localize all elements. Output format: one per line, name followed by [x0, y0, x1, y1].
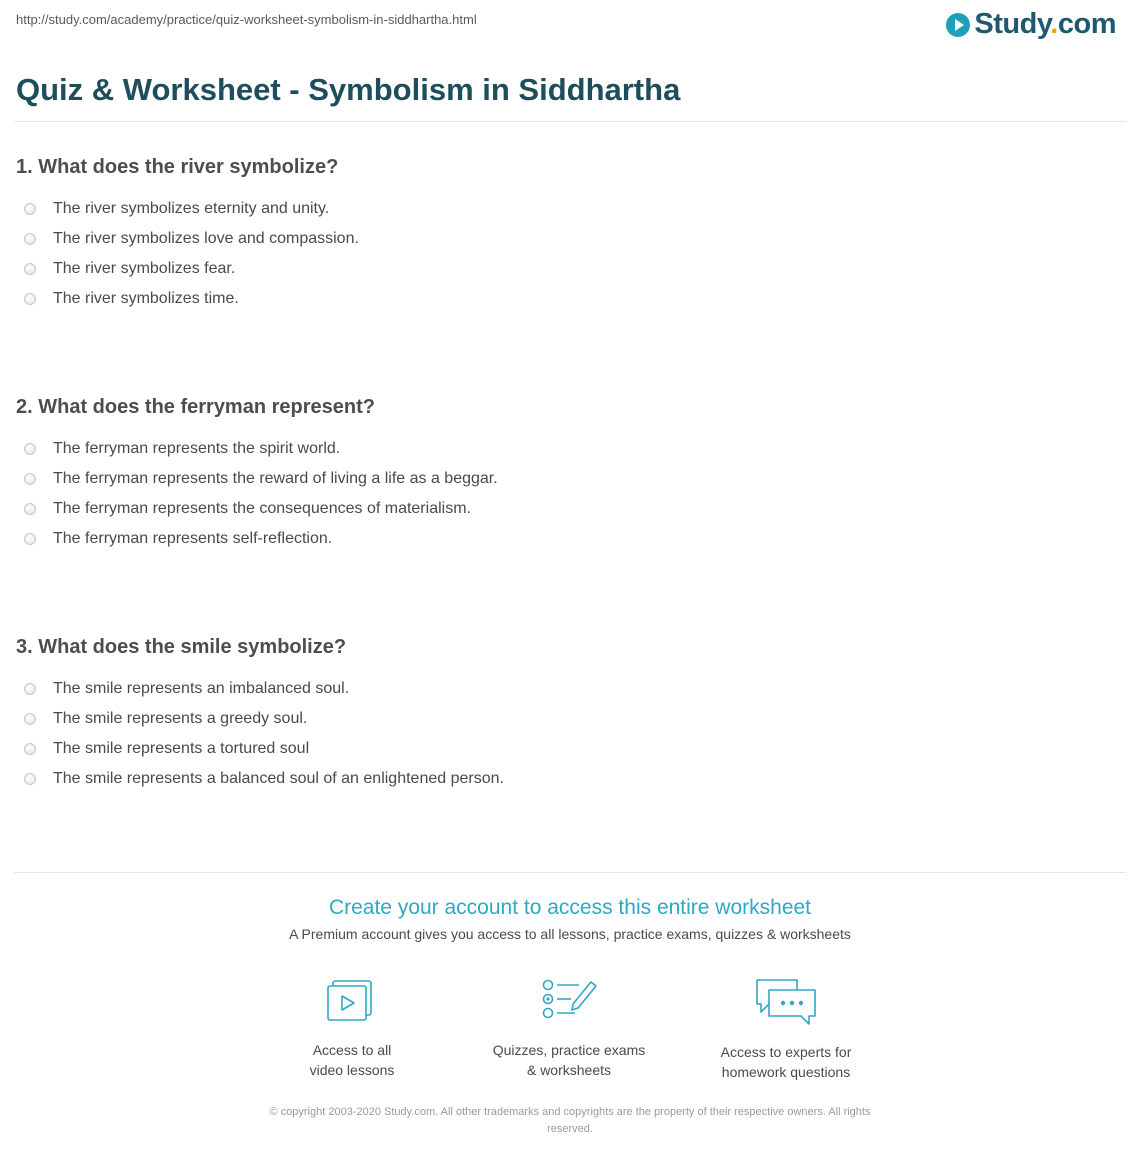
copyright-footer: © copyright 2003-2020 Study.com. All other trademarks and copyrights are the property of their respective owners. All rights reserved. [269, 1106, 871, 1135]
feature-text: Quizzes, practice exams & worksheets [492, 1042, 646, 1078]
answer-text: The ferryman represents the reward of living a life as a beggar. [53, 470, 498, 487]
feature-text: Access to experts for homework questions [720, 1044, 852, 1080]
title-divider [14, 121, 1126, 122]
top-bar [16, 8, 1116, 40]
video-lessons-icon [324, 976, 380, 1028]
answer-option[interactable] [16, 277, 1124, 321]
answer-option[interactable] [16, 517, 1124, 561]
feature-text: Access to all video lessons [309, 1042, 395, 1078]
answer-text: The river symbolizes fear. [53, 260, 236, 277]
answer-text: The river symbolizes love and compassion. [53, 230, 359, 247]
feature-experts [686, 976, 886, 1082]
answer-text: The river symbolizes eternity and unity. [53, 200, 330, 217]
cta-link[interactable]: Create your account to access this entire worksheet [328, 896, 812, 919]
question-2 [16, 396, 1124, 561]
answer-text: The smile represents a greedy soul. [53, 710, 308, 727]
answer-text: The river symbolizes time. [53, 290, 239, 307]
question-3 [16, 636, 1124, 801]
answer-text: The smile represents a tortured soul [53, 740, 310, 757]
feature-video-lessons [252, 976, 452, 1080]
question-title: 2. What does the ferryman represent? [16, 396, 375, 418]
quiz-checklist-icon [539, 976, 599, 1028]
question-title: 3. What does the smile symbolize? [16, 636, 347, 658]
radio-button[interactable] [24, 473, 36, 485]
question-1 [16, 156, 1124, 321]
radio-button[interactable] [24, 773, 36, 785]
answer-text: The ferryman represents the consequences of materialism. [53, 500, 471, 517]
logo-text: Study.com [974, 8, 1116, 40]
radio-button[interactable] [24, 743, 36, 755]
answer-text: The smile represents an imbalanced soul. [53, 680, 350, 697]
feature-quizzes [469, 976, 669, 1080]
cta-divider [14, 872, 1126, 873]
radio-button[interactable] [24, 263, 36, 275]
cta-subtitle: A Premium account gives you access to all lessons, practice exams, quizzes & worksheets [289, 926, 851, 942]
radio-button[interactable] [24, 293, 36, 305]
radio-button[interactable] [24, 713, 36, 725]
question-title: 1. What does the river symbolize? [16, 156, 339, 178]
chat-bubbles-icon [753, 976, 819, 1030]
radio-button[interactable] [24, 233, 36, 245]
radio-button[interactable] [24, 503, 36, 515]
page-title: Quiz & Worksheet - Symbolism in Siddhartha [16, 72, 681, 107]
study-logo[interactable] [946, 8, 1116, 41]
answer-text: The ferryman represents self-reflection. [53, 530, 333, 547]
radio-button[interactable] [24, 443, 36, 455]
answer-option[interactable] [16, 757, 1124, 801]
page-url: http://study.com/academy/practice/quiz-worksheet-symbolism-in-siddhartha.html [16, 12, 477, 27]
answer-text: The ferryman represents the spirit world. [53, 440, 341, 457]
radio-button[interactable] [24, 203, 36, 215]
radio-button[interactable] [24, 683, 36, 695]
play-icon [946, 13, 970, 37]
radio-button[interactable] [24, 533, 36, 545]
signup-cta [0, 896, 1140, 942]
answer-text: The smile represents a balanced soul of an enlightened person. [53, 770, 504, 787]
